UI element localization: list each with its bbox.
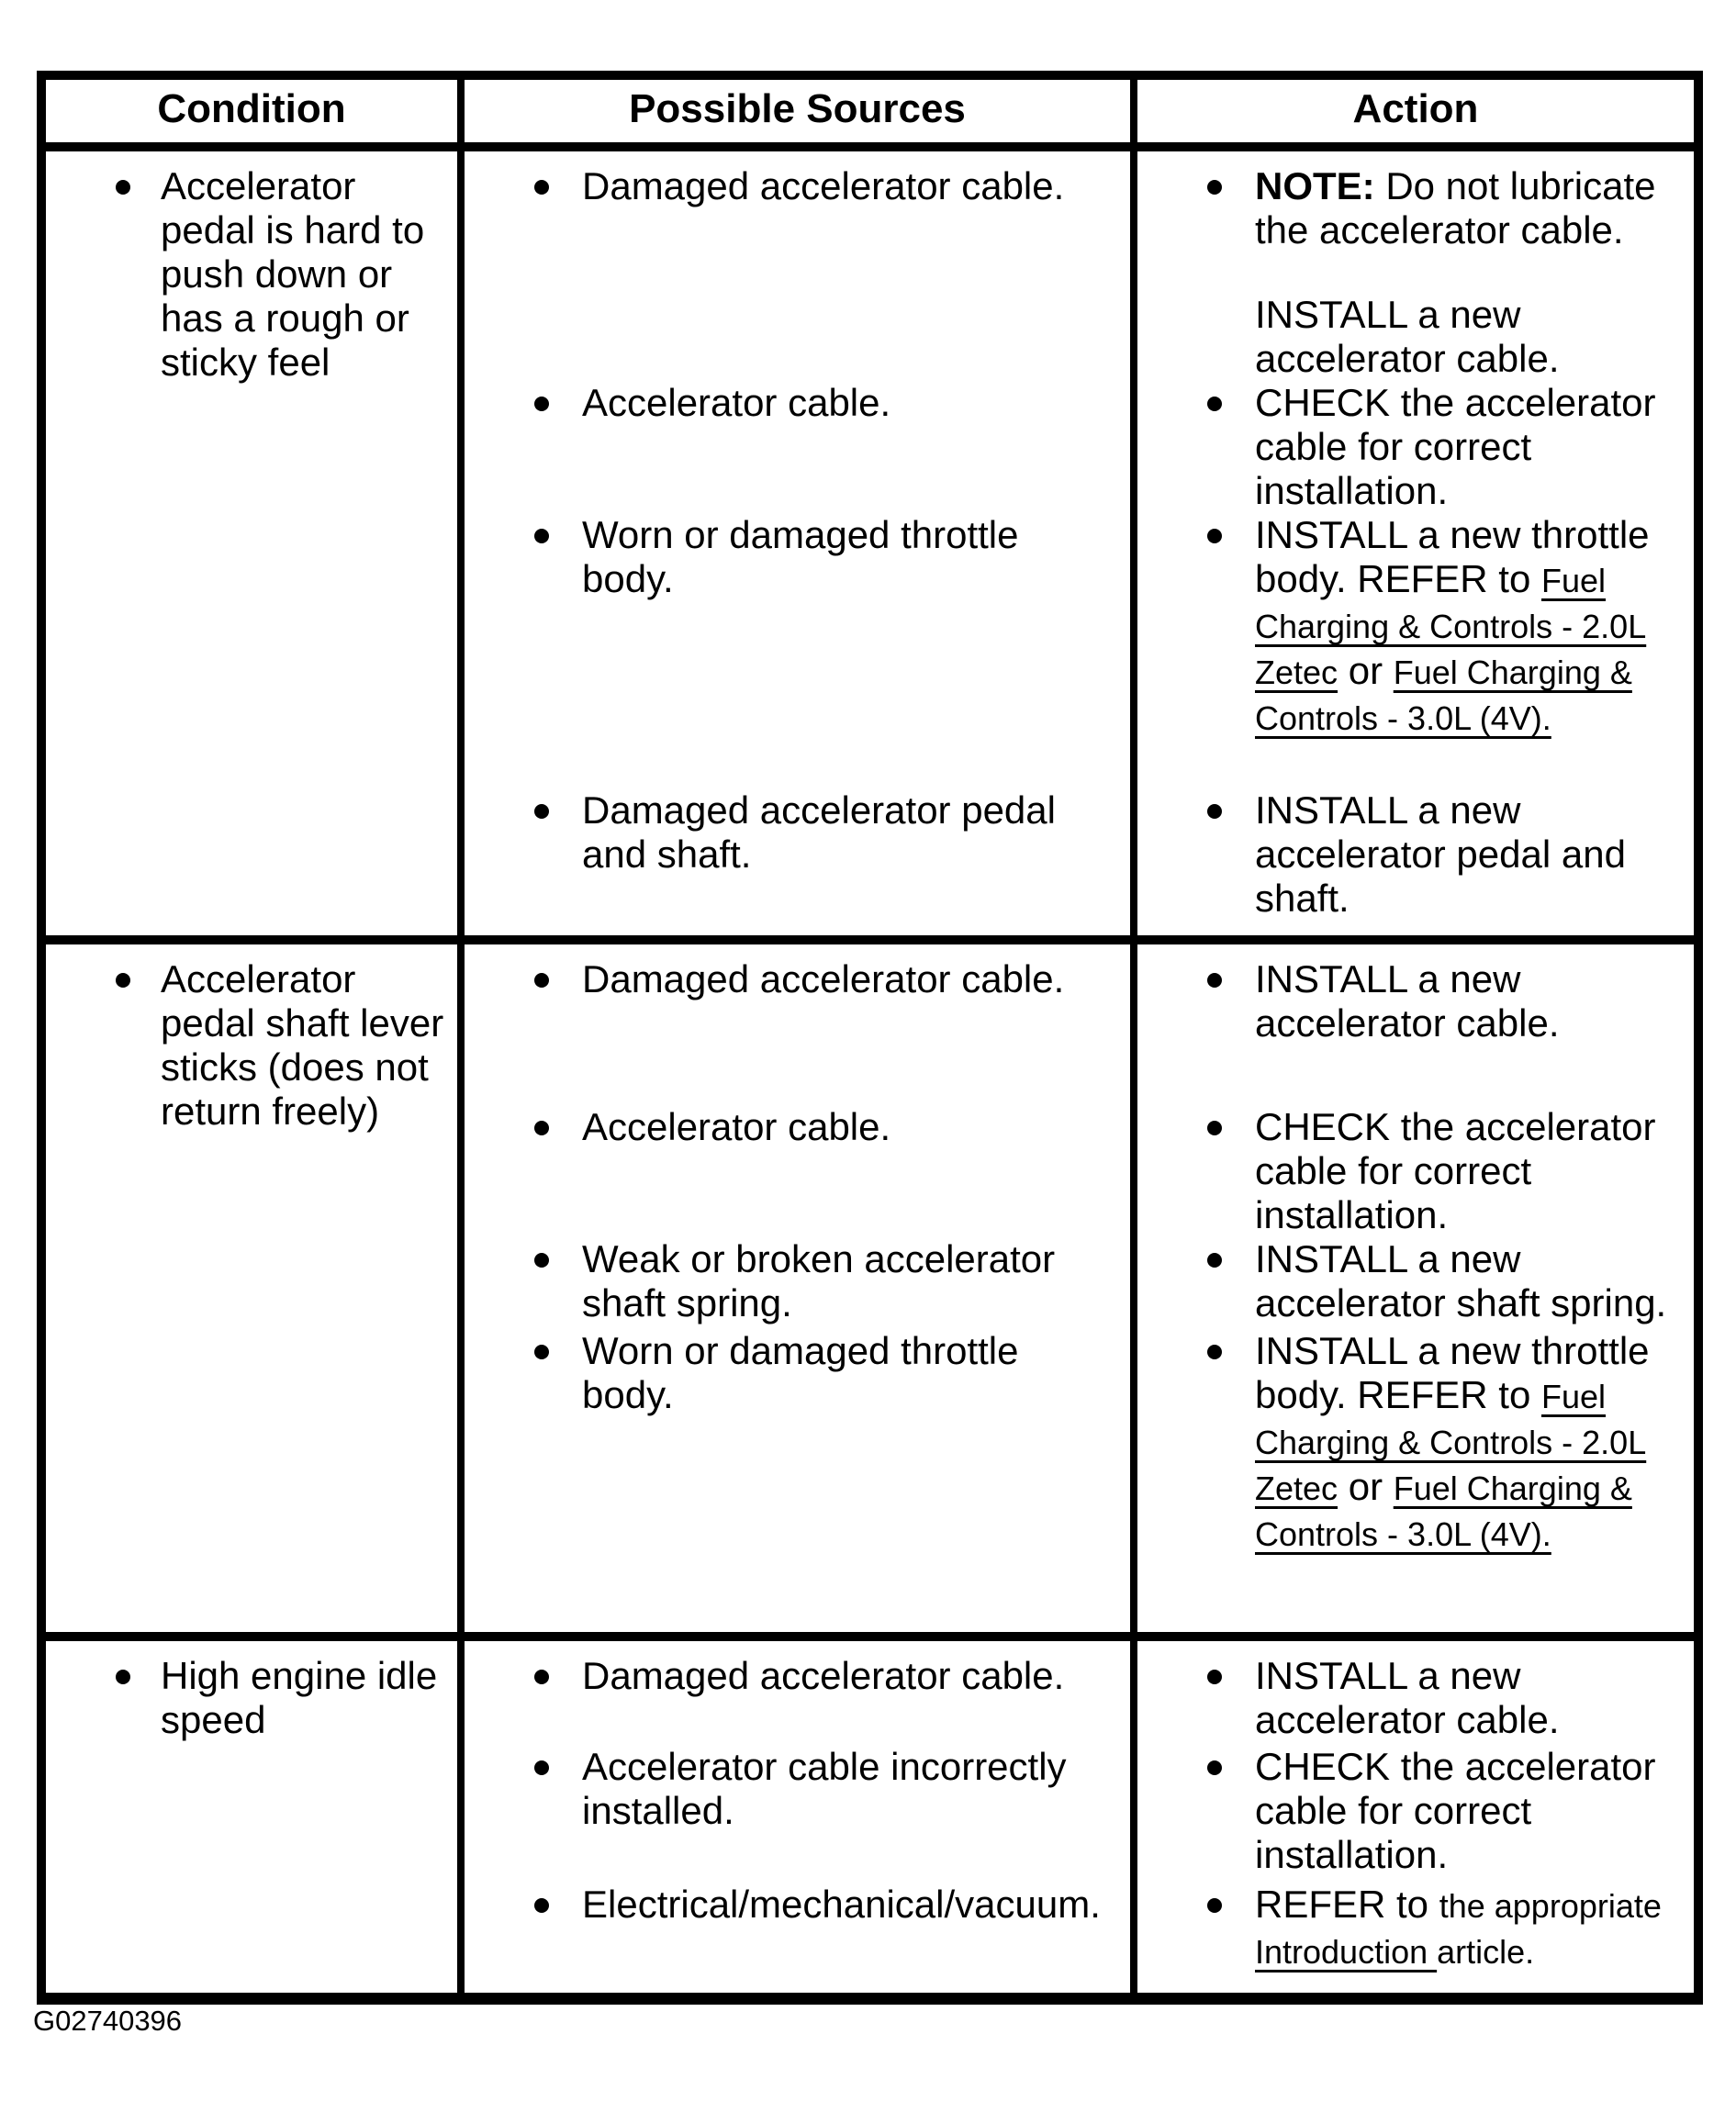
- action-text: CHECK the accelerator cable for correct installation.: [1137, 381, 1681, 513]
- reference-link-introduction[interactable]: Introduction: [1255, 1933, 1438, 1971]
- condition-text: High engine idle speed: [46, 1654, 448, 1742]
- action-text: [1137, 513, 1681, 741]
- condition-cell: [46, 151, 465, 935]
- action-cell: [1137, 944, 1694, 1105]
- action-text-joiner: or: [1338, 1465, 1394, 1508]
- action-cell: [1137, 1745, 1694, 1883]
- action-cell: [1137, 1329, 1694, 1632]
- action-text: CHECK the accelerator cable for correct installation.: [1137, 1105, 1681, 1237]
- source-text: Damaged accelerator pedal and shaft.: [465, 788, 1115, 877]
- diagnosis-table: [37, 71, 1703, 2005]
- header-possible-sources: Possible Sources: [465, 80, 1137, 142]
- source-cell: [465, 151, 1137, 381]
- source-cell: [465, 1883, 1137, 1993]
- header-action: Action: [1352, 86, 1479, 131]
- source-cell: [465, 788, 1137, 935]
- condition-cell: [46, 944, 465, 1632]
- action-text: INSTALL a new accelerator pedal and shaft.: [1137, 788, 1681, 921]
- action-text: INSTALL a new accelerator cable.: [1137, 957, 1681, 1045]
- source-text: Damaged accelerator cable.: [465, 957, 1115, 1001]
- action-text: CHECK the accelerator cable for correct installation.: [1137, 1745, 1681, 1877]
- note-label: NOTE:: [1255, 164, 1375, 207]
- source-text: Accelerator cable.: [465, 1105, 1115, 1149]
- source-text: Accelerator cable incorrectly installed.: [465, 1745, 1115, 1833]
- source-cell: [465, 1329, 1137, 1632]
- source-cell: [465, 1105, 1137, 1237]
- header-condition: Condition: [46, 80, 465, 142]
- source-text: Damaged accelerator cable.: [465, 164, 1115, 208]
- reference-link-fuel-charging-3-0l-4v[interactable]: Fuel Charging & Controls - 3.0L (4V).: [1255, 654, 1632, 737]
- action-cell: [1137, 151, 1694, 381]
- action-cell: [1137, 513, 1694, 788]
- source-text: Worn or damaged throttle body.: [465, 513, 1115, 601]
- source-cell: [465, 1641, 1137, 1745]
- action-text: [1137, 164, 1681, 381]
- action-text-small: the appropriate: [1439, 1887, 1662, 1925]
- reference-link-fuel-charging-2-0l-zetec[interactable]: Fuel Charging & Controls - 2.0L Zetec: [1255, 1378, 1647, 1507]
- source-text: Weak or broken accelerator shaft spring.: [465, 1237, 1115, 1325]
- reference-link-fuel-charging-2-0l-zetec[interactable]: Fuel Charging & Controls - 2.0L Zetec: [1255, 562, 1647, 691]
- action-text: INSTALL a new accelerator shaft spring.: [1137, 1237, 1681, 1325]
- source-text: Worn or damaged throttle body.: [465, 1329, 1115, 1417]
- action-cell: [1137, 1641, 1694, 1745]
- action-text: [1137, 1883, 1681, 1974]
- source-cell: [465, 381, 1137, 513]
- action-text-prefix: INSTALL a new throttle body. REFER to: [1255, 1329, 1650, 1416]
- action-text: [1137, 1329, 1681, 1557]
- action-text-joiner: or: [1338, 649, 1394, 692]
- action-text-prefix: INSTALL a new throttle body. REFER to: [1255, 513, 1650, 600]
- reference-link-fuel-charging-3-0l-4v[interactable]: Fuel Charging & Controls - 3.0L (4V).: [1255, 1470, 1632, 1553]
- action-text-paragraph: INSTALL a new accelerator cable.: [1255, 293, 1560, 380]
- condition-text: Accelerator pedal is hard to push down or has a rough or sticky feel: [46, 164, 448, 385]
- action-text-prefix: REFER to: [1255, 1883, 1439, 1926]
- action-cell: [1137, 1883, 1694, 1993]
- figure-id-label: G02740396: [33, 2005, 183, 2037]
- source-cell: [465, 513, 1137, 788]
- action-cell: [1137, 788, 1694, 935]
- source-text: Electrical/mechanical/vacuum.: [465, 1883, 1115, 1927]
- table-row: [46, 935, 1694, 1632]
- condition-text: Accelerator pedal shaft lever sticks (does not return freely): [46, 957, 448, 1134]
- action-text-suffix: article.: [1437, 1933, 1535, 1971]
- condition-cell: [46, 1641, 465, 1993]
- action-cell: [1137, 1105, 1694, 1237]
- action-cell: [1137, 381, 1694, 513]
- action-cell: [1137, 1237, 1694, 1329]
- source-cell: [465, 1745, 1137, 1883]
- table-header-row: [46, 80, 1694, 142]
- source-cell: [465, 1237, 1137, 1329]
- action-text: INSTALL a new accelerator cable.: [1137, 1654, 1681, 1742]
- source-cell: [465, 944, 1137, 1105]
- note-text: Do not lubricate the accelerator cable.: [1255, 164, 1656, 251]
- table-row: [46, 142, 1694, 935]
- source-text: Accelerator cable.: [465, 381, 1115, 425]
- source-text: Damaged accelerator cable.: [465, 1654, 1115, 1698]
- table-row: [46, 1632, 1694, 1993]
